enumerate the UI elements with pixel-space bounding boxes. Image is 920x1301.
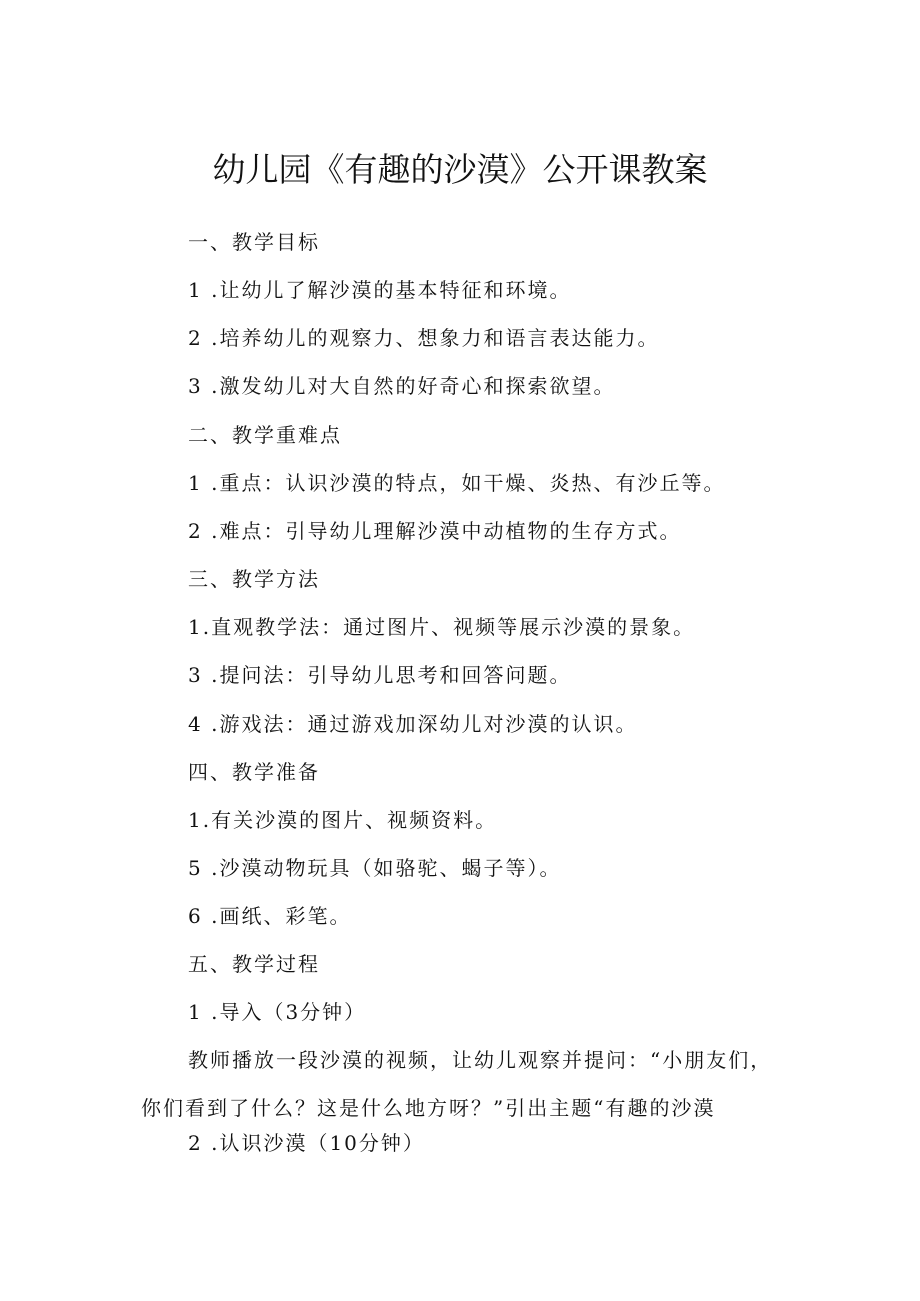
list-item: 1.直观教学法：通过图片、视频等展示沙漠的景象。 [188,615,696,639]
list-item: 2 .认识沙漠（10分钟） [188,1131,425,1155]
document-title: 幼儿园《有趣的沙漠》公开课教案 [212,150,708,190]
list-item: 2 .难点：引导幼儿理解沙漠中动植物的生存方式。 [188,519,682,543]
list-item: 4 .游戏法：通过游戏加深幼儿对沙漠的认识。 [188,712,638,736]
section-heading-process: 五、教学过程 [188,952,320,976]
section-heading-preparation: 四、教学准备 [188,760,320,784]
paragraph-line: 你们看到了什么？这是什么地方呀？”引出主题“有趣的沙漠 [141,1096,716,1120]
list-item: 2 .培养幼儿的观察力、想象力和语言表达能力。 [188,326,660,350]
list-item: 1 .让幼儿了解沙漠的基本特征和环境。 [188,278,572,302]
list-item: 1 .导入（3分钟） [188,1000,367,1024]
list-item: 3 .激发幼儿对大自然的好奇心和探索欲望。 [188,374,616,398]
section-heading-key-points: 二、教学重难点 [188,423,342,447]
list-item: 6 .画纸、彩笔。 [188,904,352,928]
paragraph-line: 教师播放一段沙漠的视频，让幼儿观察并提问：“小朋友们， [188,1048,773,1072]
section-heading-methods: 三、教学方法 [188,567,320,591]
list-item: 3 .提问法：引导幼儿思考和回答问题。 [188,663,572,687]
list-item: 5 .沙漠动物玩具（如骆驼、蝎子等）。 [188,856,562,880]
section-heading-objectives: 一、教学目标 [188,230,320,254]
list-item: 1.有关沙漠的图片、视频资料。 [188,808,498,832]
list-item: 1 .重点：认识沙漠的特点，如干燥、炎热、有沙丘等。 [188,471,726,495]
